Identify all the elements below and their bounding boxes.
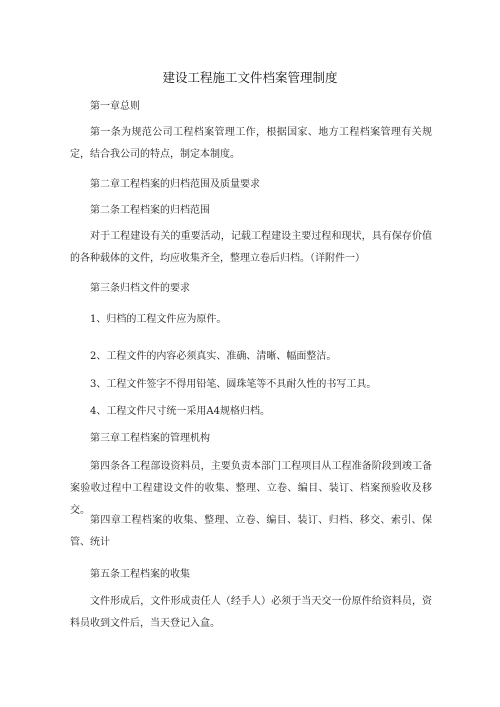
requirement-item-3: 3、工程文件签字不得用铅笔、圆珠笔等不具耐久性的书写工具。 <box>90 379 377 390</box>
article-5-heading: 第五条工程档案的收集 <box>90 569 190 580</box>
requirement-item-2: 2、工程文件的内容必须真实、准确、清晰、幅面整洁。 <box>90 351 337 362</box>
article-4-paragraph: 第四条各工程部设资料员，主要负责本部门工程项目从工程准备阶段到竣工备案验收过程中工程建设文件的收集、整理、立卷、编目、装订、档案预验收及移交。 <box>70 461 432 516</box>
article-1-paragraph: 第一条为规范公司工程档案管理工作，根据国家、地方工程档案管理有关规定，结合我公司的特点，制定本制度。 <box>70 127 432 160</box>
chapter-1-heading: 第一章总则 <box>90 101 140 112</box>
article-2-heading: 第二条工程档案的归档范围 <box>90 205 210 216</box>
article-5-paragraph: 文件形成后，文件形成责任人（经手人）必须于当天交一份原件给资料员，资料员收到文件后，当天登记入盒。 <box>70 596 432 629</box>
requirement-item-1: 1、归档的工程文件应为原件。 <box>90 314 227 325</box>
chapter-3-heading: 第三章工程档案的管理机构 <box>90 433 210 444</box>
chapter-2-heading: 第二章工程档案的归档范围及质量要求 <box>90 179 260 190</box>
chapter-4-heading: 第四章工程档案的收集、整理、立卷、编目、装订、归档、移交、索引、保管、统计 <box>70 515 432 548</box>
article-3-heading: 第三条归档文件的要求 <box>90 283 190 294</box>
requirement-item-4: 4、工程文件尺寸统一采用A4规格归档。 <box>90 406 270 417</box>
document-title: 建设工程施工文件档案管理制度 <box>162 70 338 85</box>
article-2-paragraph: 对于工程建设有关的重要活动，记载工程建设主要过程和现状，具有保存价值的各种载体的文件，均应收集齐全，整理立卷后归档。（详附件一） <box>70 231 432 264</box>
